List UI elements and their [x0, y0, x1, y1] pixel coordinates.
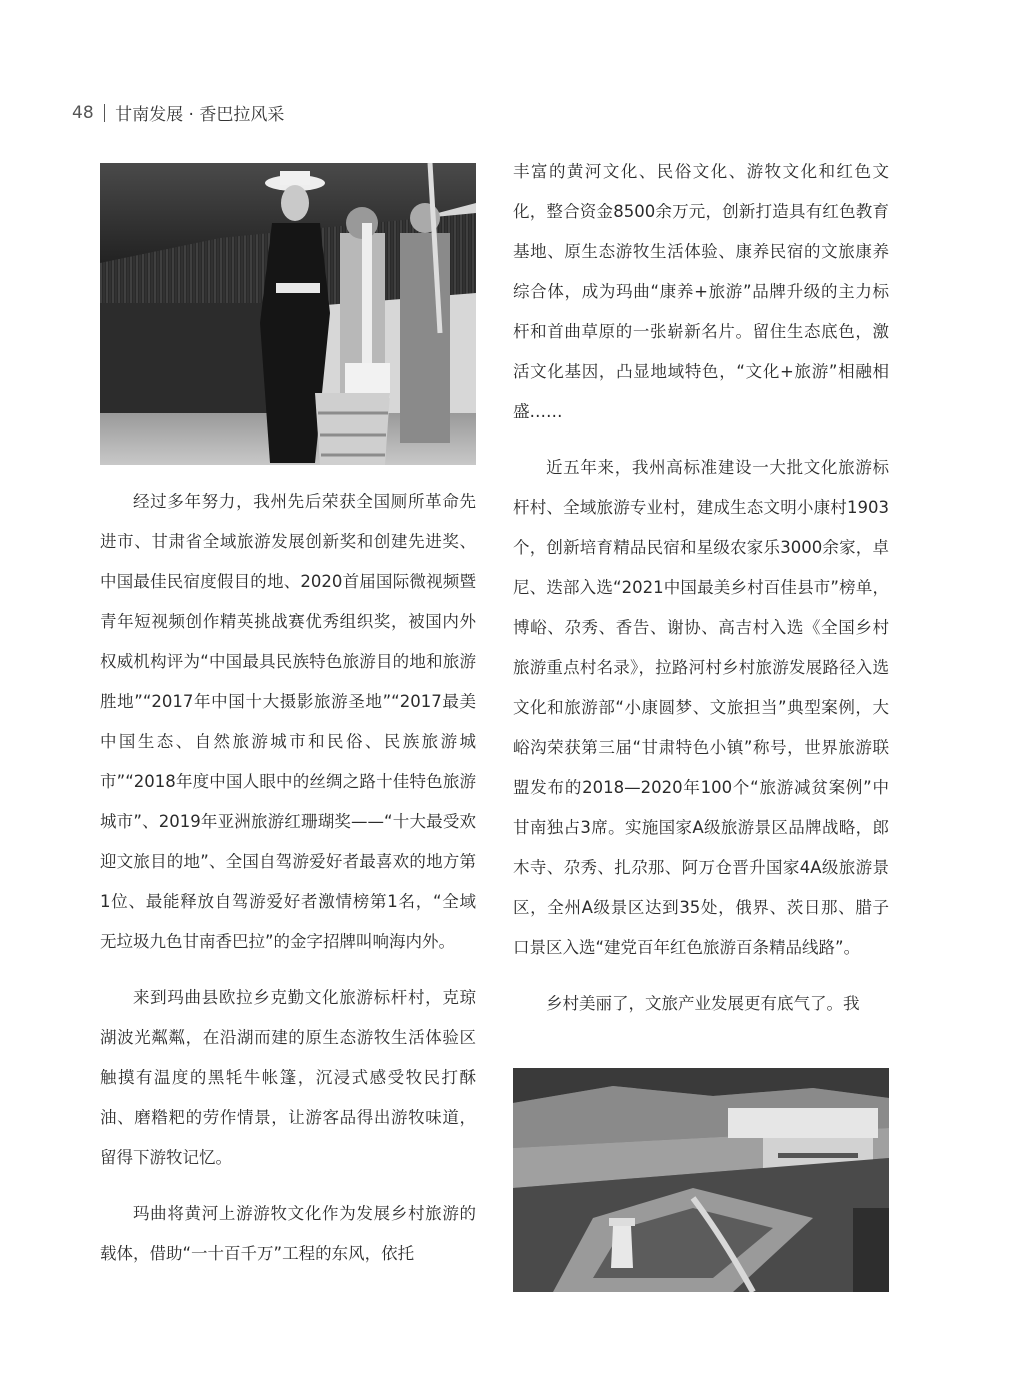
paragraph: 玛曲将黄河上游游牧文化作为发展乡村旅游的载体，借助“一十百千万”工程的东风，依托	[100, 1204, 476, 1263]
photo-butter-churning	[100, 163, 476, 465]
right-column	[513, 152, 889, 1024]
paragraph: 近五年来，我州高标准建设一大批文化旅游标杆村、全域旅游专业村，建成生态文明小康村1903个，创新培育精品民宿和星级农家乐3000余家，卓尼、迭部入选“2021中国最美乡村百佳县市”榜单，博峪、尕秀、香告、谢协、高吉村入选《全国乡村旅游重点村名录》，拉路河村乡村旅游发展路径入选文化和旅游部“小康圆梦、文旅担当”典型案例，大峪沟荣获第三届“甘肃特色小镇”称号，世界旅游联盟发布的2018—2020年100个“旅游减贫案例”中甘南独占3席。实施国家A级旅游景区品牌战略，郎木寺、尕秀、扎尕那、阿万仓晋升国家4A级旅游景区，全州A级景区达到35处，俄界、茨日那、腊子口景区入选“建党百年红色旅游百条精品线路”。	[513, 458, 889, 957]
photo-village-aerial	[513, 1068, 889, 1292]
page-number: 48	[72, 102, 94, 123]
paragraph: 丰富的黄河文化、民俗文化、游牧文化和红色文化，整合资金8500余万元，创新打造具有红色教育基地、原生态游牧生活体验、康养民宿的文旅康养综合体，成为玛曲“康养+旅游”品牌升级的主力标杆和首曲草原的一张崭新名片。留住生态底色，激活文化基因，凸显地域特色，“文化+旅游”相融相盛……	[513, 162, 889, 421]
header-divider	[104, 104, 106, 122]
paragraph: 经过多年努力，我州先后荣获全国厕所革命先进市、甘肃省全域旅游发展创新奖和创建先进奖、中国最佳民宿度假目的地、2020首届国际微视频暨青年短视频创作精英挑战赛优秀组织奖，被国内外权威机构评为“中国最具民族特色旅游目的地和旅游胜地”“2017年中国十大摄影旅游圣地”“2017最美中国生态、自然旅游城市和民俗、民族旅游城市”“2018年度中国人眼中的丝绸之路十佳特色旅游城市”、2019年亚洲旅游红珊瑚奖——“十大最受欢迎文旅目的地”、全国自驾游爱好者最喜欢的地方第1位、最能释放自驾游爱好者激情榜第1名，“全域无垃圾九色甘南香巴拉”的金字招牌叫响海内外。	[100, 492, 476, 951]
paragraph: 乡村美丽了，文旅产业发展更有底气了。我	[546, 994, 860, 1013]
running-header	[72, 100, 284, 125]
section-title: 甘南发展 · 香巴拉风采	[115, 105, 285, 125]
left-column	[100, 482, 476, 1274]
paragraph: 来到玛曲县欧拉乡克勤文化旅游标杆村，克琼湖波光粼粼，在沿湖而建的原生态游牧生活体验区触摸有温度的黑牦牛帐篷，沉浸式感受牧民打酥油、磨糌粑的劳作情景，让游客品得出游牧味道，留得下游牧记忆。	[100, 988, 476, 1167]
